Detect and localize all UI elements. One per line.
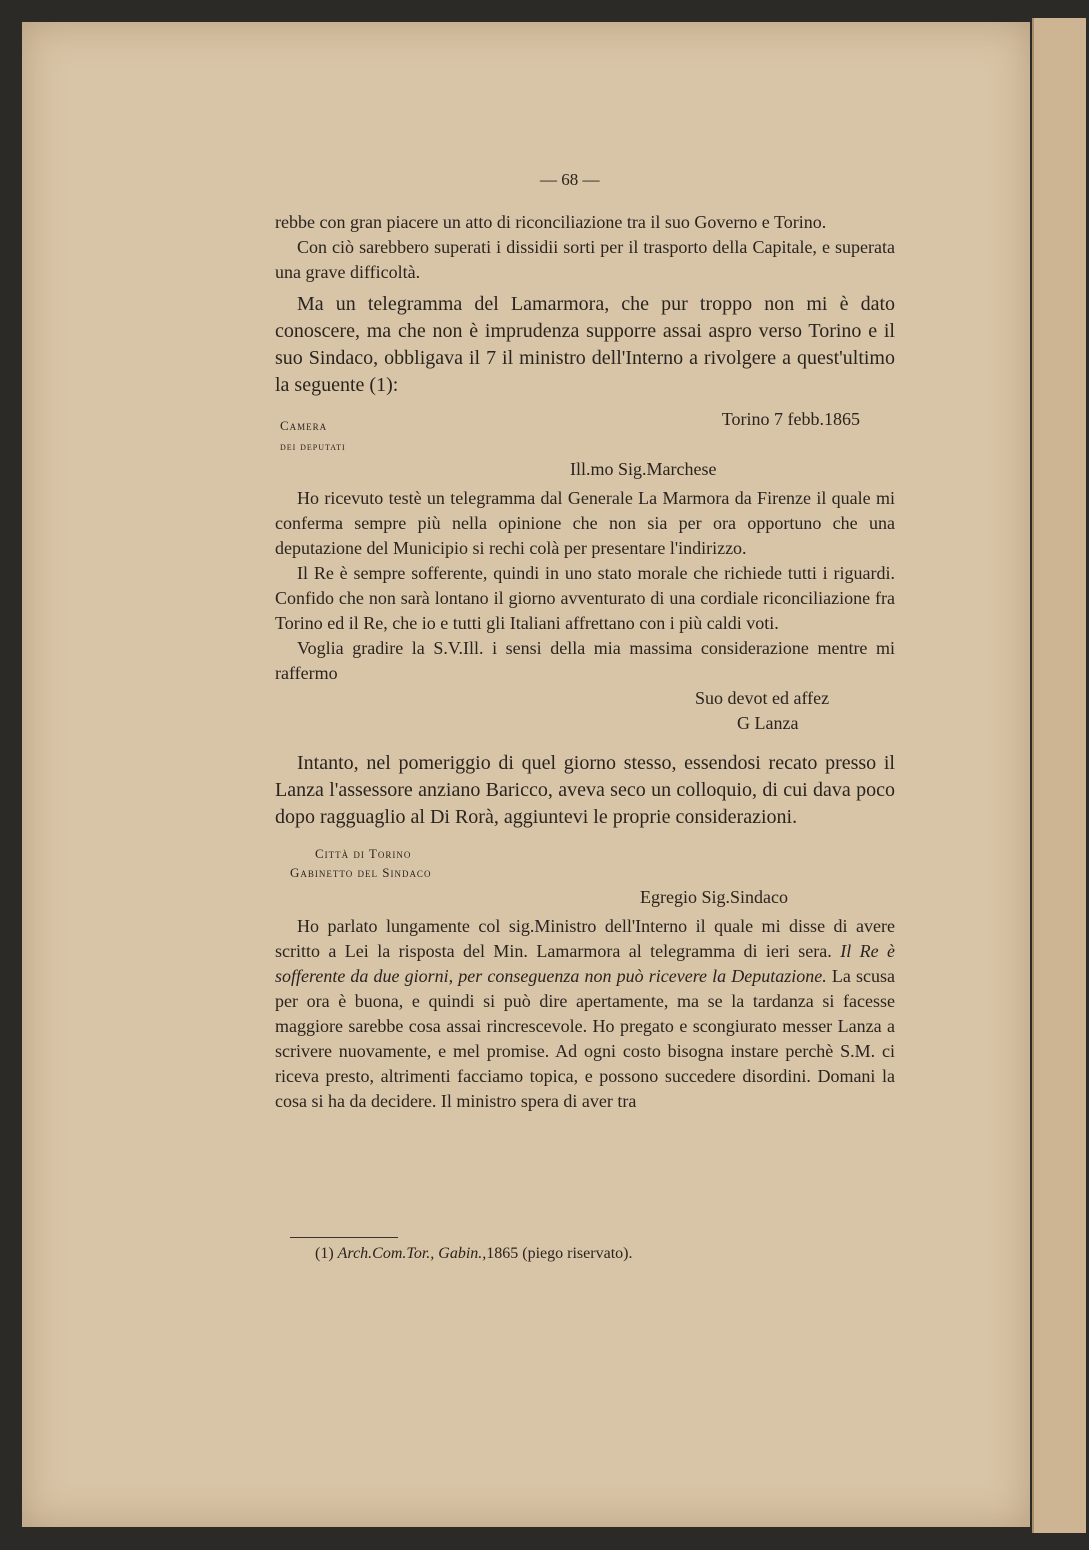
letter-header-line-1: Camera	[280, 418, 328, 433]
letter-body-3: Voglia gradire la S.V.Ill. i sensi della mia massima considerazione mentre mi raffermo	[275, 638, 895, 683]
letter-place-date: Torino 7 febb.1865	[721, 409, 860, 429]
footnote-rest: 1865 (piego riservato).	[486, 1245, 633, 1262]
footnote-rule	[290, 1237, 398, 1238]
footnote-marker: (1)	[315, 1245, 338, 1262]
letter2-body-italic: Il Re è sofferente da due giorni, per conseguenza non può ricevere la Deputazione.	[275, 941, 896, 986]
letter-header-line-2: dei deputati	[280, 441, 346, 453]
letter2-body	[275, 914, 895, 1114]
body-text	[275, 210, 895, 1114]
page-number: — 68 —	[540, 170, 600, 189]
adjacent-page-edge	[1032, 18, 1086, 1533]
letter-body-1: Ho ricevuto testè un telegramma dal Generale La Marmora da Firenze il quale mi conferma sempre più nella opinione che non sia per ora opportuno che una deputazione del Municipio si rechi colà per presentare l'indirizzo.	[275, 488, 895, 558]
letter2-body-b: La scusa per ora è buona, e quindi si può dire apertamente, ma se la tardanza si facesse maggiore sarebbe cosa assai rincrescevole. Ho pregato e scongiurato messer Lanza a scrivere nuovamente, e mel promise. Ad ogni costo bisogna instare perchè S.M. ci riceva presto, altrimenti facciamo topica, e possono succedere disordini. Domani la cosa si ha da decidere. Il ministro spera di aver tra	[275, 966, 895, 1111]
letter-body-2: Il Re è sempre sofferente, quindi in uno stato morale che richiede tutti i riguardi. Confido che non sarà lontano il giorno avventurato di una cordiale riconciliazione fra Torino ed il Re, che io e tutti gli Italiani affrettano con i più caldi voti.	[275, 563, 895, 633]
letter-camera	[275, 405, 895, 736]
letter2-header-line-2: Gabinetto del Sindaco	[290, 865, 432, 880]
letter-signature: G Lanza	[737, 713, 799, 733]
letter-closing: Suo devot ed affez	[695, 688, 830, 708]
letter-salutation: Ill.mo Sig.Marchese	[570, 459, 717, 479]
letter2-salutation: Egregio Sig.Sindaco	[640, 887, 788, 907]
paragraph-3: Ma un telegramma del Lamarmora, che pur troppo non mi è dato conoscere, ma che non è imprudenza supporre assai aspro verso Torino e il suo Sindaco, obbligava il 7 il ministro dell'Interno a rivolgere a quest'ultimo la seguente (1):	[275, 293, 895, 396]
paragraph-2: Con ciò sarebbero superati i dissidii sorti per il trasporto della Capitale, e superata una grave difficoltà.	[275, 237, 895, 282]
letter2-body-a: Ho parlato lungamente col sig.Ministro dell'Interno il quale mi disse di avere scritto a Lei la risposta del Min. Lamarmora al telegramma di ieri sera.	[275, 916, 895, 961]
paragraph-4: Intanto, nel pomeriggio di quel giorno stesso, essendosi recato presso il Lanza l'assessore anziano Baricco, aveva seco un colloquio, di cui dava poco dopo ragguaglio al Di Rorà, aggiuntevi le proprie considerazioni.	[275, 752, 895, 828]
letter-citta	[275, 841, 895, 1114]
paragraph-1: rebbe con gran piacere un atto di riconciliazione tra il suo Governo e Torino.	[275, 212, 827, 232]
footnote-source: Arch.Com.Tor., Gabin.,	[337, 1245, 487, 1262]
footnote	[315, 1245, 632, 1263]
letter2-header-line-1: Città di Torino	[315, 846, 412, 861]
